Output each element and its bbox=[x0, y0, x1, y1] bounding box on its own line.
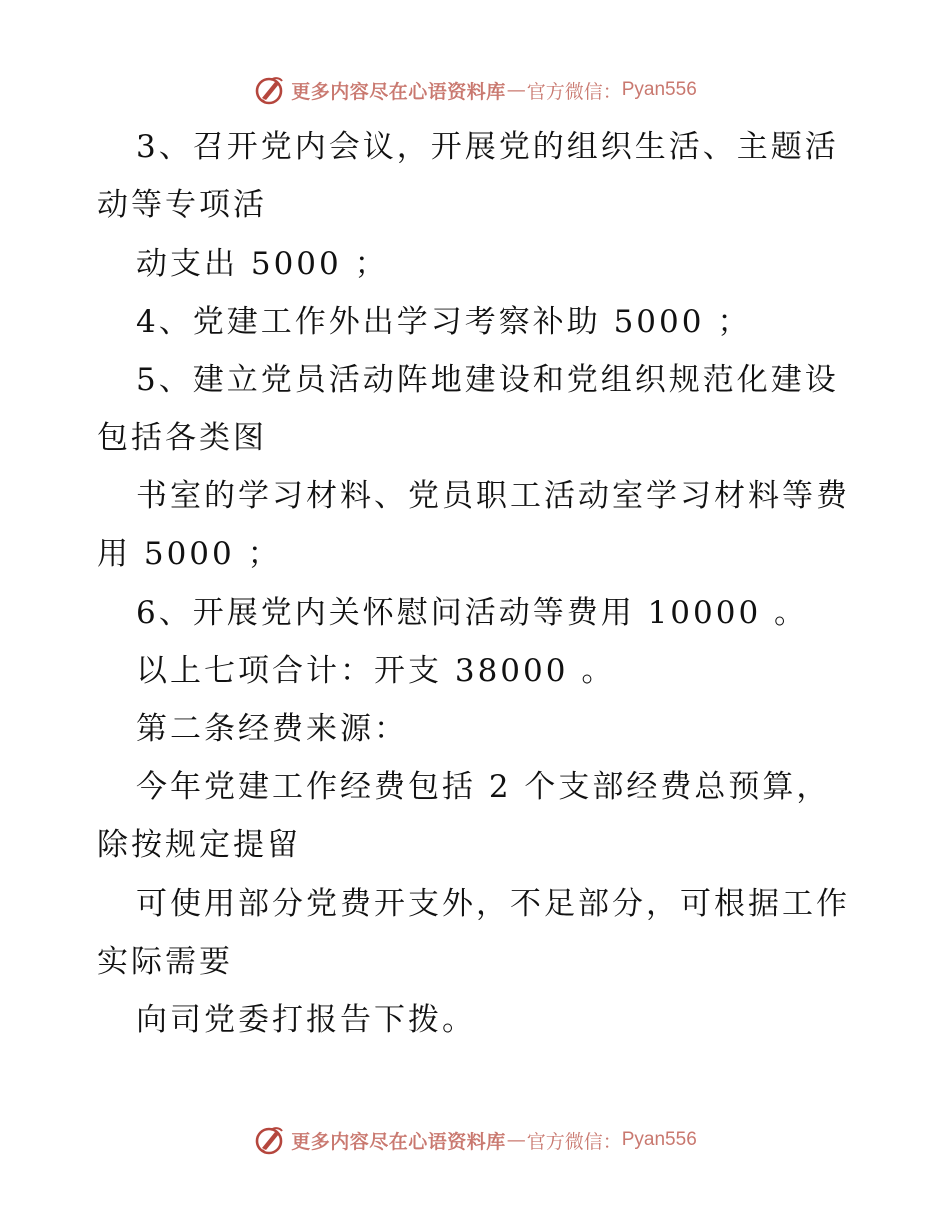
watermark-wechat-id: Pyan556 bbox=[621, 1129, 697, 1150]
watermark-brand-text: 更多内容尽在心语资料库 bbox=[291, 1130, 506, 1153]
text-line: 可使用部分党费开支外，不足部分，可根据工作 bbox=[136, 886, 850, 922]
watermark-official-label: 官方微信： bbox=[526, 1130, 622, 1153]
text-line: 实际需要 bbox=[97, 944, 233, 980]
text-line: 动支出 5000 ； bbox=[136, 246, 389, 282]
watermark-official-label: 官方微信： bbox=[526, 80, 622, 103]
watermark-separator: — bbox=[506, 1129, 526, 1151]
brand-logo-icon bbox=[253, 1124, 285, 1156]
watermark-separator: — bbox=[506, 79, 526, 101]
text-line: 第二条经费来源： bbox=[136, 711, 408, 747]
text-line: 除按规定提留 bbox=[97, 827, 301, 863]
text-line: 以上七项合计：开支 38000 。 bbox=[136, 653, 616, 689]
watermark-brand-text: 更多内容尽在心语资料库 bbox=[291, 80, 506, 103]
watermark-wechat-id: Pyan556 bbox=[621, 79, 697, 100]
text-line: 6、开展党内关怀慰问活动等费用 10000 。 bbox=[136, 595, 809, 631]
text-line: 书室的学习材料、党员职工活动室学习材料等费 bbox=[136, 478, 850, 514]
text-line: 5、建立党员活动阵地建设和党组织规范化建设 bbox=[136, 362, 839, 398]
footer-watermark bbox=[0, 1122, 950, 1158]
text-line: 今年党建工作经费包括 2 个支部经费总预算， bbox=[136, 769, 831, 805]
text-line: 用 5000 ； bbox=[97, 536, 282, 572]
text-line: 动等专项活 bbox=[97, 187, 267, 223]
text-line: 向司党委打报告下拨。 bbox=[136, 1002, 476, 1038]
text-line: 3、召开党内会议，开展党的组织生活、主题活 bbox=[136, 129, 839, 165]
text-line: 4、党建工作外出学习考察补助 5000 ； bbox=[136, 304, 752, 340]
text-line: 包括各类图 bbox=[97, 420, 267, 456]
